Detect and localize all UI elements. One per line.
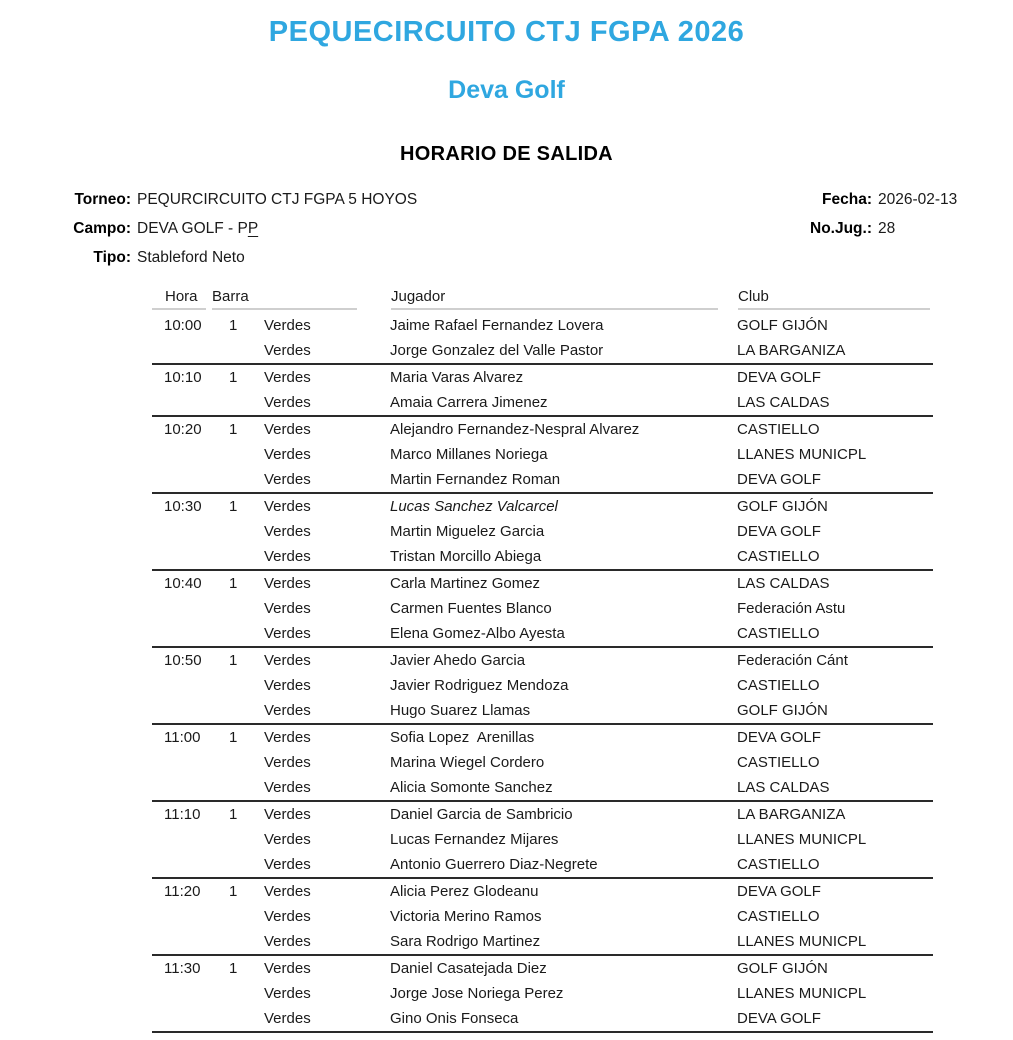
barra-cell: 1 [229,806,238,823]
club-cell: GOLF GIJÓN [737,317,828,334]
club-cell: LAS CALDAS [737,394,830,411]
tee-times-table [152,286,933,1033]
tee-time-group [152,648,933,725]
club-cell: DEVA GOLF [737,1010,821,1027]
table-row [152,827,933,852]
campo-label: Campo: [73,220,131,237]
tee-time-group [152,956,933,1033]
club-cell: LA BARGANIZA [737,342,846,359]
tee-color-cell: Verdes [264,729,311,746]
col-header-barra: Barra [212,288,357,310]
player-name-cell: Maria Varas Alvarez [390,369,524,386]
player-name-cell: Victoria Merino Ramos [390,908,542,925]
player-name-cell: Alejandro Fernandez-Nespral Alvarez [390,421,640,438]
club-cell: LLANES MUNICPL [737,933,867,950]
tipo-label: Tipo: [93,249,131,266]
club-cell: CASTIELLO [737,548,820,565]
tee-color-cell: Verdes [264,498,311,515]
torneo-label: Torneo: [74,191,131,208]
table-row [152,956,933,981]
table-row [152,519,933,544]
hora-cell: 11:00 [164,729,201,746]
tournament-info-right [800,191,957,249]
torneo-value: PEQURCIRCUITO CTJ FGPA 5 HOYOS [137,191,418,208]
tee-time-group [152,879,933,956]
tee-color-cell: Verdes [264,908,311,925]
club-cell: DEVA GOLF [737,471,821,488]
table-row [152,494,933,519]
table-row [152,929,933,954]
club-cell: LLANES MUNICPL [737,831,867,848]
table-row [152,544,933,569]
table-row [152,442,933,467]
club-cell: CASTIELLO [737,625,820,642]
section-title: HORARIO DE SALIDA [400,143,613,165]
tee-time-group [152,417,933,494]
table-row [152,365,933,390]
campo-value [137,220,258,238]
player-name-cell: Alicia Somonte Sanchez [390,779,553,796]
club-cell: DEVA GOLF [737,369,821,386]
tee-color-cell: Verdes [264,625,311,642]
table-row [152,621,933,646]
tee-color-cell: Verdes [264,754,311,771]
tee-time-group [152,494,933,571]
player-name-cell: Antonio Guerrero Diaz-Negrete [390,856,598,873]
nojug-label: No.Jug.: [810,220,872,237]
tee-color-cell: Verdes [264,831,311,848]
tee-color-cell: Verdes [264,806,311,823]
player-name-cell: Hugo Suarez Llamas [390,702,531,719]
club-cell: GOLF GIJÓN [737,960,828,977]
table-row [152,879,933,904]
tee-color-cell: Verdes [264,779,311,796]
club-cell: Federación Astu [737,600,846,617]
barra-cell: 1 [229,498,238,515]
club-cell: DEVA GOLF [737,883,821,900]
tee-color-cell: Verdes [264,677,311,694]
tournament-info [0,191,1013,268]
hora-cell: 10:20 [164,421,202,438]
player-name-cell: Jorge Gonzalez del Valle Pastor [390,342,604,359]
player-name-cell: Daniel Garcia de Sambricio [390,806,573,823]
tee-color-cell: Verdes [264,960,311,977]
tee-time-group [152,802,933,879]
tee-color-cell: Verdes [264,856,311,873]
hora-cell: 10:00 [164,317,202,334]
club-cell: LAS CALDAS [737,779,830,796]
player-name-cell: Martin Miguelez Garcia [390,523,545,540]
table-row [152,571,933,596]
tee-color-cell: Verdes [264,369,311,386]
table-row [152,750,933,775]
tee-color-cell: Verdes [264,421,311,438]
table-row [152,313,933,338]
tee-color-cell: Verdes [264,600,311,617]
tee-color-cell: Verdes [264,985,311,1002]
tipo-line [68,249,1013,268]
barra-cell: 1 [229,883,238,900]
table-row [152,390,933,415]
hora-cell: 10:10 [164,369,202,386]
fecha-line [800,191,957,210]
table-header [152,286,933,310]
barra-cell: 1 [229,575,238,592]
club-cell: CASTIELLO [737,677,820,694]
hora-cell: 11:30 [164,960,201,977]
tee-color-cell: Verdes [264,883,311,900]
club-cell: CASTIELLO [737,421,820,438]
tee-color-cell: Verdes [264,394,311,411]
tee-color-cell: Verdes [264,575,311,592]
tee-color-cell: Verdes [264,933,311,950]
col-header-hora: Hora [152,288,206,310]
tee-time-group [152,571,933,648]
club-cell: DEVA GOLF [737,523,821,540]
player-name-cell: Jaime Rafael Fernandez Lovera [390,317,604,334]
table-row [152,1006,933,1031]
player-name-cell: Marina Wiegel Cordero [390,754,545,771]
barra-cell: 1 [229,317,238,334]
tee-color-cell: Verdes [264,446,311,463]
fecha-label: Fecha: [822,191,872,208]
club-cell: LLANES MUNICPL [737,985,867,1002]
player-name-cell: Amaia Carrera Jimenez [390,394,548,411]
club-cell: Federación Cánt [737,652,848,669]
page-title: PEQUECIRCUITO CTJ FGPA 2026 [268,16,745,48]
barra-cell: 1 [229,960,238,977]
tee-color-cell: Verdes [264,317,311,334]
barra-cell: 1 [229,369,238,386]
club-cell: DEVA GOLF [737,729,821,746]
table-row [152,338,933,363]
player-name-cell: Sofia Lopez Arenillas [390,729,535,746]
campo-value-underlined: P [247,220,259,237]
club-name: Deva Golf [448,76,565,104]
player-name-cell: Javier Rodriguez Mendoza [390,677,569,694]
hora-cell: 10:30 [164,498,202,515]
club-cell: CASTIELLO [737,908,820,925]
player-name-cell: Alicia Perez Glodeanu [390,883,539,900]
club-cell: LLANES MUNICPL [737,446,867,463]
barra-cell: 1 [229,729,238,746]
tee-color-cell: Verdes [264,1010,311,1027]
hora-cell: 11:10 [164,806,201,823]
fecha-value: 2026-02-13 [878,191,958,208]
tee-time-group [152,313,933,365]
table-row [152,852,933,877]
hora-cell: 10:50 [164,652,202,669]
player-name-cell: Elena Gomez-Albo Ayesta [390,625,565,642]
table-row [152,648,933,673]
club-cell: LAS CALDAS [737,575,830,592]
tee-color-cell: Verdes [264,702,311,719]
player-name-cell: Sara Rodrigo Martinez [390,933,541,950]
player-name-cell: Tristan Morcillo Abiega [390,548,542,565]
player-name-cell: Marco Millanes Noriega [390,446,548,463]
table-row [152,698,933,723]
tee-color-cell: Verdes [264,523,311,540]
tipo-value: Stableford Neto [137,249,245,266]
tee-color-cell: Verdes [264,471,311,488]
player-name-cell: Carmen Fuentes Blanco [390,600,552,617]
nojug-value: 28 [878,220,896,237]
campo-value-text: DEVA GOLF - P [137,220,248,237]
player-name-cell: Carla Martinez Gomez [390,575,541,592]
club-cell: CASTIELLO [737,754,820,771]
tee-sheet-document [0,16,1013,1040]
barra-cell: 1 [229,652,238,669]
table-row [152,417,933,442]
table-row [152,802,933,827]
tee-time-group [152,725,933,802]
player-name-cell: Daniel Casatejada Diez [390,960,547,977]
tee-color-cell: Verdes [264,652,311,669]
table-row [152,775,933,800]
table-row [152,673,933,698]
tee-color-cell: Verdes [264,342,311,359]
club-cell: CASTIELLO [737,856,820,873]
barra-cell: 1 [229,421,238,438]
player-name-cell: Lucas Sanchez Valcarcel [390,498,558,515]
table-row [152,981,933,1006]
player-name-cell: Jorge Jose Noriega Perez [390,985,564,1002]
col-header-jugador: Jugador [391,288,718,310]
hora-cell: 10:40 [164,575,202,592]
table-row [152,467,933,492]
player-name-cell: Lucas Fernandez Mijares [390,831,559,848]
col-header-club: Club [738,288,930,310]
nojug-line [800,220,957,239]
club-cell: LA BARGANIZA [737,806,846,823]
player-name-cell: Gino Onis Fonseca [390,1010,519,1027]
hora-cell: 11:20 [164,883,201,900]
table-row [152,725,933,750]
tee-color-cell: Verdes [264,548,311,565]
table-row [152,596,933,621]
table-row [152,904,933,929]
tee-time-group [152,365,933,417]
player-name-cell: Martin Fernandez Roman [390,471,561,488]
club-cell: GOLF GIJÓN [737,498,828,515]
club-cell: GOLF GIJÓN [737,702,828,719]
tee-table-body [152,313,933,1033]
player-name-cell: Javier Ahedo Garcia [390,652,526,669]
